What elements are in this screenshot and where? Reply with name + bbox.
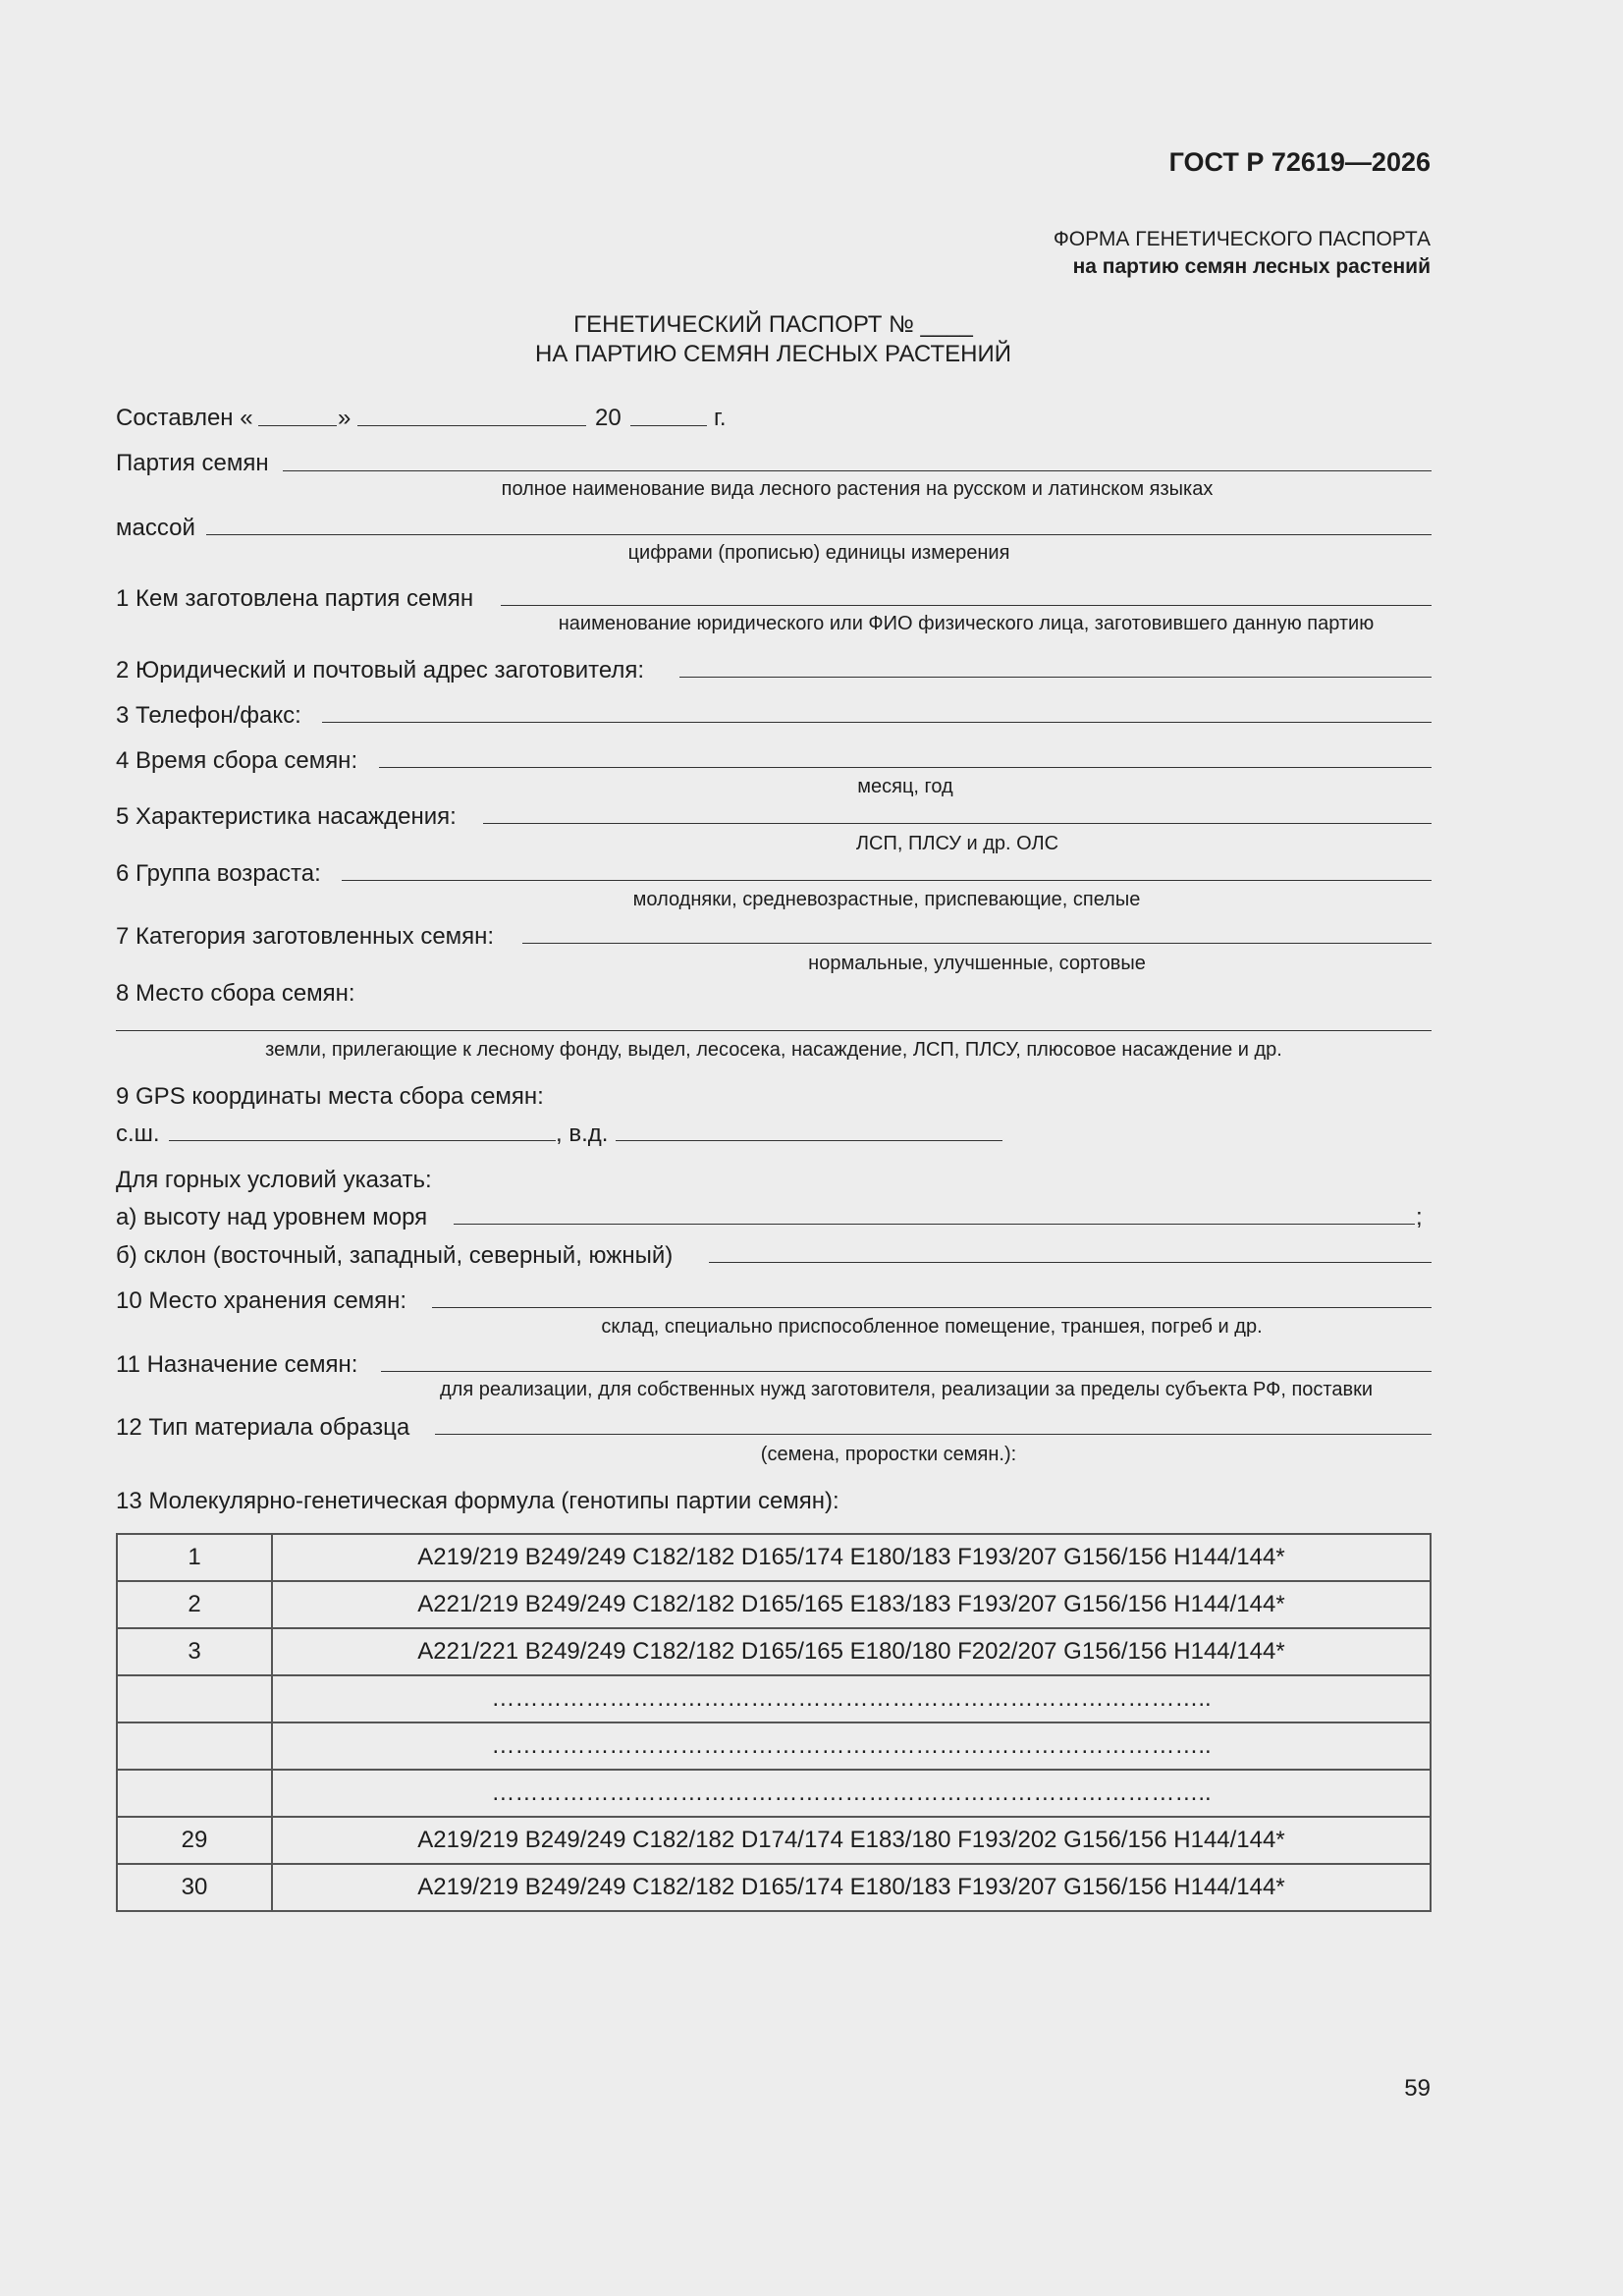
field12-line[interactable] bbox=[435, 1434, 1432, 1435]
genotype-formula: A221/219 B249/249 C182/182 D165/165 E183/183 F193/207 G156/156 H144/144* bbox=[272, 1581, 1431, 1628]
compiled-quote-close: » bbox=[338, 405, 352, 431]
compiled-day-line[interactable] bbox=[258, 425, 337, 426]
genotype-formula: A219/219 B249/249 C182/182 D174/174 E183/180 F193/202 G156/156 H144/144* bbox=[272, 1817, 1431, 1864]
latitude-label: с.ш. bbox=[116, 1121, 160, 1147]
genotype-formula: A219/219 B249/249 C182/182 D165/174 E180/183 F193/207 G156/156 H144/144* bbox=[272, 1864, 1431, 1911]
longitude-line[interactable] bbox=[616, 1140, 1002, 1141]
field9-label: 9 GPS координаты места сбора семян: bbox=[116, 1083, 544, 1110]
field5-line[interactable] bbox=[483, 823, 1432, 824]
row-number: 2 bbox=[117, 1581, 272, 1628]
genotype-formula: ……………………………………………………………………………….. bbox=[272, 1770, 1431, 1817]
genotype-formula: A219/219 B249/249 C182/182 D165/174 E180/183 F193/207 G156/156 H144/144* bbox=[272, 1534, 1431, 1581]
field2-line[interactable] bbox=[679, 677, 1432, 678]
field11-label: 11 Назначение семян: bbox=[116, 1351, 358, 1378]
mass-label: массой bbox=[116, 515, 195, 541]
passport-title-line1: ГЕНЕТИЧЕСКИЙ ПАСПОРТ № ____ bbox=[573, 311, 973, 338]
table-row bbox=[117, 1628, 1431, 1675]
mountain-label: Для горных условий указать: bbox=[116, 1167, 432, 1193]
form-title-line2: на партию семян лесных растений bbox=[1072, 255, 1431, 278]
mountain-slope-label: б) склон (восточный, западный, северный, южный) bbox=[116, 1242, 674, 1269]
row-number bbox=[117, 1722, 272, 1770]
compiled-year-prefix: 20 bbox=[595, 405, 622, 431]
field11-line[interactable] bbox=[381, 1371, 1432, 1372]
field4-hint: месяц, год bbox=[857, 776, 953, 797]
compiled-year-suffix: г. bbox=[714, 405, 727, 431]
field3-line[interactable] bbox=[322, 722, 1432, 723]
page-number: 59 bbox=[1404, 2075, 1431, 2102]
seed-lot-label: Партия семян bbox=[116, 450, 269, 476]
field7-hint: нормальные, улучшенные, сортовые bbox=[808, 953, 1146, 974]
mountain-altitude-end: ; bbox=[1416, 1204, 1423, 1230]
table-row bbox=[117, 1581, 1431, 1628]
field6-line[interactable] bbox=[342, 880, 1432, 881]
row-number: 3 bbox=[117, 1628, 272, 1675]
field10-label: 10 Место хранения семян: bbox=[116, 1287, 407, 1314]
row-number: 30 bbox=[117, 1864, 272, 1911]
mountain-altitude-line[interactable] bbox=[454, 1224, 1415, 1225]
table-row bbox=[117, 1534, 1431, 1581]
field13-label: 13 Молекулярно-генетическая формула (генотипы партии семян): bbox=[116, 1488, 839, 1514]
passport-title bbox=[0, 310, 1546, 369]
longitude-label: , в.д. bbox=[556, 1121, 609, 1147]
mountain-altitude-label: а) высоту над уровнем моря bbox=[116, 1204, 428, 1230]
passport-title-line2: НА ПАРТИЮ СЕМЯН ЛЕСНЫХ РАСТЕНИЙ bbox=[535, 341, 1011, 367]
field7-label: 7 Категория заготовленных семян: bbox=[116, 923, 495, 950]
row-number: 29 bbox=[117, 1817, 272, 1864]
table-row bbox=[117, 1864, 1431, 1911]
standard-number: ГОСТ Р 72619—2026 bbox=[1168, 147, 1431, 177]
compiled-month-line[interactable] bbox=[357, 425, 586, 426]
field2-label: 2 Юридический и почтовый адрес заготовителя: bbox=[116, 657, 645, 683]
table-row bbox=[117, 1770, 1431, 1817]
table-row bbox=[117, 1675, 1431, 1722]
field3-label: 3 Телефон/факс: bbox=[116, 702, 301, 729]
field11-hint: для реализации, для собственных нужд заготовителя, реализации за пределы субъекта РФ, поставки bbox=[439, 1379, 1374, 1400]
field5-hint: ЛСП, ПЛСУ и др. ОЛС bbox=[855, 833, 1059, 854]
genotype-formula: A221/221 B249/249 C182/182 D165/165 E180/180 F202/207 G156/156 H144/144* bbox=[272, 1628, 1431, 1675]
field5-label: 5 Характеристика насаждения: bbox=[116, 803, 457, 830]
seed-lot-hint: полное наименование вида лесного растения на русском и латинском языках bbox=[501, 478, 1214, 500]
form-title bbox=[1054, 226, 1431, 281]
field10-hint: склад, специально приспособленное помещение, траншея, погреб и др. bbox=[601, 1316, 1263, 1338]
field10-line[interactable] bbox=[432, 1307, 1432, 1308]
mass-hint: цифрами (прописью) единицы измерения bbox=[627, 542, 1010, 564]
field8-line[interactable] bbox=[116, 1030, 1432, 1031]
row-number: 1 bbox=[117, 1534, 272, 1581]
field6-label: 6 Группа возраста: bbox=[116, 860, 321, 887]
compiled-label: Составлен « bbox=[116, 405, 253, 431]
mass-line[interactable] bbox=[206, 534, 1432, 535]
field6-hint: молодняки, средневозрастные, приспевающие, спелые bbox=[632, 889, 1141, 910]
table-row bbox=[117, 1817, 1431, 1864]
genotype-formula: ……………………………………………………………………………….. bbox=[272, 1722, 1431, 1770]
field4-line[interactable] bbox=[379, 767, 1432, 768]
field1-hint: наименование юридического или ФИО физического лица, заготовившего данную партию bbox=[558, 613, 1375, 634]
form-title-line1: ФОРМА ГЕНЕТИЧЕСКОГО ПАСПОРТА bbox=[1053, 228, 1431, 250]
field8-label: 8 Место сбора семян: bbox=[116, 980, 355, 1007]
field12-label: 12 Тип материала образца bbox=[116, 1414, 410, 1441]
field8-hint: земли, прилегающие к лесному фонду, выдел, лесосека, насаждение, ЛСП, ПЛСУ, плюсовое насаждение и др. bbox=[265, 1039, 1282, 1061]
field12-hint: (семена, проростки семян.): bbox=[760, 1444, 1017, 1465]
seed-lot-line[interactable] bbox=[283, 470, 1432, 471]
latitude-line[interactable] bbox=[169, 1140, 556, 1141]
row-number bbox=[117, 1675, 272, 1722]
genotype-formula: ……………………………………………………………………………….. bbox=[272, 1675, 1431, 1722]
field1-label: 1 Кем заготовлена партия семян bbox=[116, 585, 474, 612]
row-number bbox=[117, 1770, 272, 1817]
table-row bbox=[117, 1722, 1431, 1770]
field4-label: 4 Время сбора семян: bbox=[116, 747, 358, 774]
genotype-table bbox=[116, 1533, 1432, 1912]
mountain-slope-line[interactable] bbox=[709, 1262, 1432, 1263]
field1-line[interactable] bbox=[501, 605, 1432, 606]
compiled-year-line[interactable] bbox=[630, 425, 707, 426]
field7-line[interactable] bbox=[522, 943, 1432, 944]
